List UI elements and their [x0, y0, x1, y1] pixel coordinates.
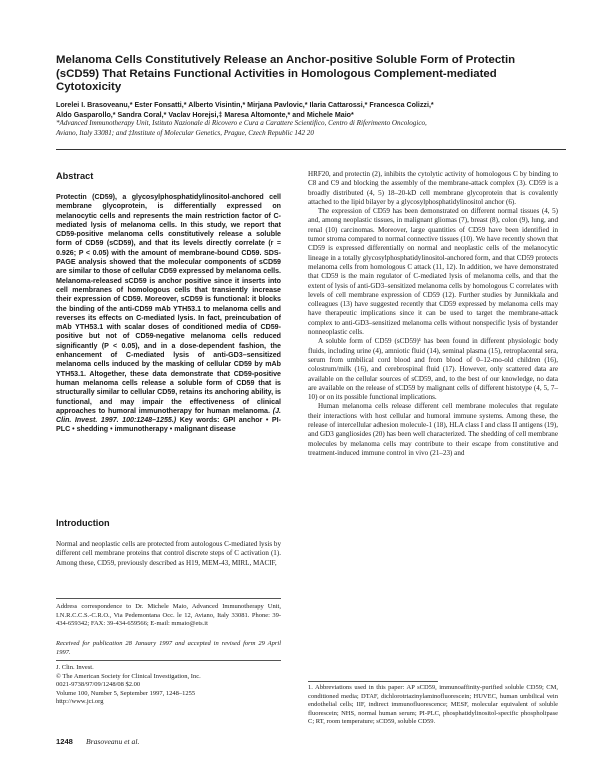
article-title: Melanoma Cells Constitutively Release an Anchor-positive Soluble Form of Protectin (sCD59) That Retains Functional Activities in Homologous Complement-mediated Cytotoxicity — [56, 54, 516, 94]
footnote-rule-right — [308, 681, 438, 682]
body-text-right — [308, 170, 558, 458]
page-number: 1248 — [56, 737, 73, 746]
journal-info-line: J. Clin. Invest. — [56, 664, 94, 671]
keywords-label: Key words: — [179, 416, 220, 425]
journal-info — [56, 664, 281, 707]
authors-line-1: Lorelei I. Brasoveanu,* Ester Fonsatti,* Alberto Visintin,* Mirjana Pavlovic,* Ilaria Cattarossi,* Francesca Colizzi,* — [56, 101, 434, 109]
abbreviations-footnote: 1. Abbreviations used in this paper: AP sCD59, immunoaffinity-purified soluble CD59; CM, conditioned media; DTAF, dichlorotriazinylaminofluorescein; HUVEC, human umbilical vein endothelial cells; IIF, indirect immunofluorescence; MESF, molecular equivalent of soluble fluorescein; NHS, normal human serum; PI-PLC, phosphatidylinositol-specific phospholipase C; RT, room temperature; sCD59, soluble CD59. — [308, 684, 558, 726]
introduction-heading: Introduction — [56, 518, 110, 528]
paragraph: HRF20, and protectin (2), inhibits the cytolytic activity of homologous C by binding to C8 and C9 and blocking the assembly of the membrane-attack complex (3). CD59 is a broadly distributed (4, 5) 18–20-kD cell membrane glycoprotein that is covalently attached to the lipid bilayer by a glycosylphosphatidylinositol anchor (6). — [308, 170, 558, 206]
abstract-text: Protectin (CD59), a glycosylphosphatidylinositol-anchored cell membrane glycoprotein, is differentially expressed on melanocytic cells and represents the main restriction factor of C-mediated lysis of melanoma cells. In this study, we report that CD59-positive melanoma cells constitutively release a soluble form of CD59 (sCD59), and that its levels directly correlate (r = 0.926; P < 0.05) with the amount of membrane-bound CD59. SDS-PAGE analysis showed that the molecular components of sCD59 are similar to those of cellular CD59 expressed by melanoma cells. Melanoma-released sCD59 is anchor positive since it inserts into cell membranes of homologous cells that transiently increase their expression of CD59. Moreover, sCD59 is functional: it blocks the binding of the anti-CD59 mAb YTH53.1 to melanoma cells and reverses its effects on C-mediated lysis. In fact, preincubation of mAb YTH53.1 with scalar doses of conditioned media of CD59-positive but not of CD59-negative melanoma cells reduced significantly (P < 0.05), and in a dose-dependent fashion, the enhancement of C-mediated lysis of anti-GD3–sensitized melanoma cells induced by the masking of cellular CD59 by mAb YTH53.1. Altogether, these data demonstrate that CD59-positive human melanoma cells release a soluble form of CD59 that is structurally similar to cellular CD59, retains its anchoring ability, is functional, and may impair the effectiveness of clinical approaches to humoral immunotherapy for human melanoma. — [56, 193, 281, 415]
affiliations — [56, 119, 556, 138]
header-rule — [56, 149, 566, 150]
paragraph: The expression of CD59 has been demonstrated on different normal tissues (4, 5) and, among neoplastic tissues, in malignant gliomas (7), breast (8), colon (9), lung, and renal (10) carcinomas. Moreover, large quantities of CD59 have been identified in tumor stroma compared to normal connective tissues (10). We have recently shown that CD59 is expressed differentially on normal and neoplastic cells of the melanocytic lineage in a totally glycosylphosphatidylinositol-anchored form, and that CD59 protects melanoma cells from homologous C attack (11, 12). In addition, we have demonstrated that CD59 is the main regulator of C-mediated lysis of melanoma cells, and that the extent of lysis of anti-GD3–sensitized melanoma cells by homologous C correlates with levels of cell membrane expression of CD59 (12). Further studies by Junnikkala and colleagues (13) have suggested recently that CD59 expressed by melanoma cells may have therapeutic implications since it can be used to target the membrane-attack complex to anti-GD3–sensitized melanoma cells without nonspecific lysis of bystander nonneoplastic cells. — [308, 207, 558, 337]
running-author: Brasoveanu et al. — [86, 737, 140, 746]
received-note: Received for publication 28 January 1997 and accepted in revised form 29 April 1997. — [56, 640, 281, 656]
correspondence-note: Address correspondence to Dr. Michele Maio, Advanced Immunotherapy Unit, I.N.R.C.C.S.-C.R.O., Via Pedemontana Occ. le 12, Aviano, Italy 33081. Phone: 39-434-659342; FAX: 39-434-659566; E-mail: mmaio@ets.it — [56, 603, 281, 628]
journal-rule — [56, 660, 281, 661]
abstract-citation: (J. Clin. Invest. 1997. 100:1248–1255.) — [56, 406, 281, 425]
abstract-body — [56, 193, 281, 435]
journal-info-line: © The American Society for Clinical Investigation, Inc. — [56, 672, 201, 680]
abstract-heading: Abstract — [56, 171, 94, 181]
authors-line-2: Aldo Gasparollo,* Sandra Coral,* Vaclav Horejsi,‡ Maresa Altomonte,* and Michele Maio* — [56, 111, 354, 119]
author-list — [56, 100, 556, 120]
affiliation-line-1: *Advanced Immunotherapy Unit, Istituto Nazionale di Ricovero e Cura a Carattere Scientifico, Centro di Riferimento Oncologico, — [56, 119, 427, 127]
paragraph: A soluble form of CD59 (sCD59)¹ has been found in different physiologic body fluids, including urine (4), amniotic fluid (14), seminal plasma (15), retroplacental sera, serum from umbilical cord blood and from blood of 0–12-mo-old children (16), colostrum/milk (16), and cerebrospinal fluid (17). However, only scattered data are available on the cellular sources of sCD59, and, to the best of our knowledge, no data are available on the release of sCD59 by malignant cells of different histotype (4, 5, 7–10) or on its possible functional implications. — [308, 337, 558, 402]
paragraph: Human melanoma cells release different cell membrane molecules that regulate their interactions with host cellular and humoral immune systems. Among these, the release of intercellular adhesion molecule-1 (18), HLA class I and class II antigens (19), and GD3 gangliosides (20) has been well characterized. The shedding of cell membrane molecules by melanoma cells may contribute to their escape from constitutive and treatment-induced immune control in vivo (21–23) and — [308, 402, 558, 457]
journal-info-line: 0021-9738/97/09/1248/08 $2.00 — [56, 681, 141, 689]
journal-info-line[interactable]: http://www.jci.org — [56, 698, 104, 706]
keywords: GPI anchor • PI-PLC • shedding • immunotherapy • malignant disease — [56, 416, 281, 434]
journal-info-line: Volume 100, Number 5, September 1997, 1248–1255 — [56, 689, 196, 697]
introduction-text: Normal and neoplastic cells are protected from autologous C-mediated lysis by different cell membrane proteins that control discrete steps of C activation (1). Among these, CD59, previously described as H19, MEM-43, MIRL, MACIF, — [56, 540, 281, 567]
footnote-rule-left — [56, 598, 281, 599]
affiliation-line-2: Aviano, Italy 33081; and ‡Institute of Molecular Genetics, Prague, Czech Republic 142 20 — [56, 128, 314, 137]
